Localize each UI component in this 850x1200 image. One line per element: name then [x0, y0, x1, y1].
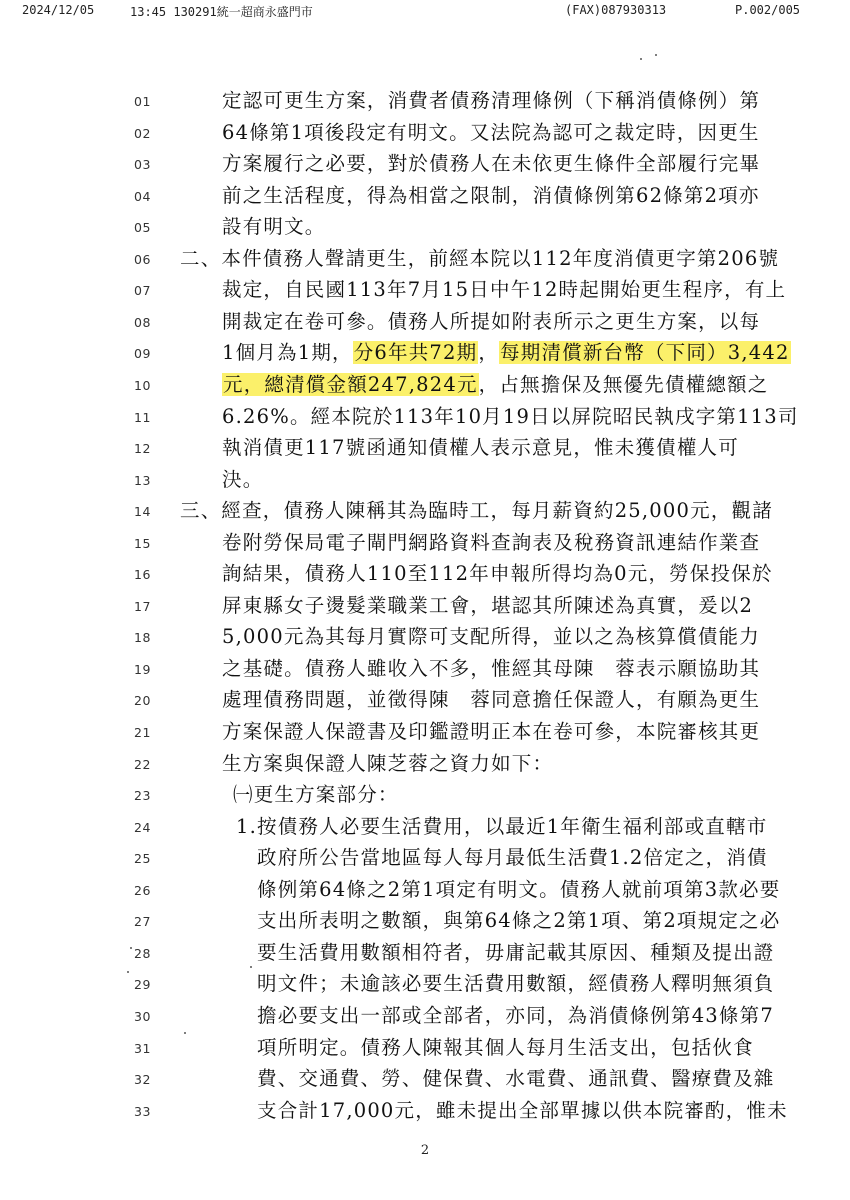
scan-speck — [184, 1032, 186, 1034]
line-text — [222, 432, 739, 463]
text-run: ，占無擔保及無優先債權總額之 — [478, 372, 769, 396]
document-line — [0, 748, 850, 779]
document-line — [0, 495, 850, 526]
line-text — [222, 621, 760, 652]
line-number: 11 — [134, 409, 151, 425]
line-number: 32 — [134, 1072, 151, 1088]
line-number: 04 — [134, 188, 151, 204]
line-text — [236, 811, 767, 842]
document-line — [0, 117, 850, 148]
line-number: 16 — [134, 567, 151, 583]
text-run: 處理債務問題，並徵得陳 蓉同意擔任保證人，有願為更生 — [222, 688, 761, 712]
line-text — [222, 653, 760, 684]
line-number: 02 — [134, 125, 151, 141]
line-text — [222, 748, 553, 779]
text-run: 三、經查，債務人陳稱其為臨時工，每月薪資約25,000元，觀諸 — [180, 499, 773, 523]
document-line — [0, 937, 850, 968]
text-run: 決。 — [222, 467, 264, 491]
line-number: 18 — [134, 630, 151, 646]
document-line — [0, 811, 850, 842]
line-number: 12 — [134, 441, 151, 457]
document-line — [0, 558, 850, 589]
text-run: 前之生活程度，得為相當之限制，消債條例第62條第2項亦 — [222, 183, 760, 207]
line-text — [222, 117, 760, 148]
line-number: 06 — [134, 251, 151, 267]
line-text — [257, 842, 768, 873]
line-text — [222, 148, 760, 179]
line-number: 07 — [134, 283, 151, 299]
line-text — [257, 1063, 775, 1094]
text-run: 要生活費用數額相符者，毋庸記載其原因、種類及提出證 — [257, 940, 775, 964]
line-text — [257, 937, 775, 968]
text-run: 定認可更生方案，消費者債務清理條例（下稱消債條例）第 — [222, 89, 761, 112]
line-number: 13 — [134, 472, 151, 488]
text-run: 64條第1項後段定有明文。又法院為認可之裁定時，因更生 — [222, 120, 760, 144]
line-number: 10 — [134, 377, 151, 393]
line-text — [222, 369, 768, 400]
text-run: 政府所公告當地區每人每月最低生活費1.2倍定之，消債 — [257, 846, 768, 870]
line-number: 01 — [134, 94, 151, 109]
line-number: 14 — [134, 504, 151, 520]
text-run: 支出所表明之數額，與第64條之2第1項、第2項規定之必 — [257, 909, 781, 933]
highlighted-text: 每期清償新台幣（下同）3,442 — [500, 341, 790, 365]
document-line — [0, 684, 850, 715]
document-line — [0, 842, 850, 873]
document-line — [0, 1063, 850, 1094]
fax-date: 2024/12/05 — [22, 3, 95, 17]
line-number: 09 — [134, 346, 151, 362]
line-text — [257, 1095, 788, 1126]
text-run: 之基礎。債務人雖收入不多，惟經其母陳 蓉表示願協助其 — [222, 656, 761, 680]
line-number: 05 — [134, 220, 151, 236]
line-number: 33 — [134, 1103, 151, 1119]
text-run: 方案保證人保證書及印鑑證明正本在卷可參，本院審核其更 — [222, 720, 761, 743]
document-line — [0, 464, 850, 495]
line-number: 27 — [134, 914, 151, 930]
line-text — [222, 85, 760, 116]
text-run: ㈠更生方案部分： — [233, 783, 399, 807]
page-number: 2 — [420, 1143, 430, 1158]
document-line — [0, 337, 850, 368]
document-line — [0, 180, 850, 211]
line-number: 08 — [134, 314, 151, 330]
document-line — [0, 590, 850, 621]
scan-speck — [130, 947, 132, 949]
line-text — [257, 1032, 754, 1063]
line-number: 26 — [134, 882, 151, 898]
line-number: 29 — [134, 977, 151, 993]
document-line — [0, 716, 850, 747]
line-text — [222, 401, 799, 432]
text-run: 裁定，自民國113年7月15日中午12時起開始更生程序，有上 — [222, 278, 787, 302]
document-line — [0, 968, 850, 999]
document-line — [0, 653, 850, 684]
text-run: 6.26%。經本院於113年10月19日以屏院昭民執戌字第113司 — [222, 404, 799, 428]
line-number: 19 — [134, 661, 151, 677]
line-number: 21 — [134, 725, 151, 740]
line-number: 15 — [134, 535, 151, 551]
document-line — [0, 369, 850, 400]
line-text — [222, 464, 263, 495]
document-line — [0, 148, 850, 179]
line-text — [180, 495, 773, 526]
document-line — [0, 432, 850, 463]
line-number: 20 — [134, 693, 151, 709]
line-text — [222, 337, 791, 368]
text-run: ， — [478, 341, 500, 365]
document-line — [0, 243, 850, 274]
text-run: 二、本件債務人聲請更生，前經本院以112年度消債更字第206號 — [180, 246, 780, 270]
line-text — [222, 306, 760, 337]
text-run: 項所明定。債務人陳報其個人每月生活支出，包括伙食 — [257, 1035, 754, 1059]
line-text — [257, 874, 780, 905]
text-run: 明文件；未逾該必要生活費用數額，經債務人釋明無須負 — [257, 972, 775, 996]
scan-speck — [127, 971, 129, 973]
scan-speck — [640, 58, 642, 60]
highlighted-text: 元，總清償金額247,824元 — [223, 372, 478, 396]
scan-speck — [655, 54, 657, 56]
line-number: 22 — [134, 756, 151, 772]
line-text — [257, 905, 780, 936]
text-run: 卷附勞保局電子閘門網路資料查詢表及稅務資訊連結作業查 — [222, 530, 761, 554]
text-run: 5,000元為其每月實際可支配所得，並以之為核算償債能力 — [222, 625, 760, 649]
line-text — [222, 180, 760, 211]
document-line — [0, 274, 850, 305]
text-run: 屏東縣女子燙髮業職業工會，堪認其所陳述為真實，爰以2 — [222, 593, 754, 617]
text-run: 方案履行之必要，對於債務人在未依更生條件全部履行完畢 — [222, 152, 761, 176]
line-text — [222, 558, 773, 589]
line-number: 25 — [134, 851, 151, 867]
document-line — [0, 401, 850, 432]
line-text — [222, 684, 760, 715]
line-text — [257, 1000, 774, 1031]
document-line — [0, 211, 850, 242]
fax-time-sender: 13:45 130291統一超商永盛門市 — [130, 5, 313, 19]
document-line — [0, 779, 850, 810]
line-number: 23 — [134, 788, 151, 804]
line-text — [222, 590, 753, 621]
highlighted-text: 分6年共72期 — [353, 341, 478, 365]
document-line — [0, 874, 850, 905]
fax-number: (FAX)087930313 — [565, 3, 667, 17]
text-run: 1個月為1期， — [222, 341, 353, 365]
line-text — [233, 779, 399, 810]
line-text — [222, 716, 760, 747]
text-run: 生方案與保證人陳芝蓉之資力如下： — [222, 751, 554, 775]
text-run: 詢結果，債務人110至112年申報所得均為0元，勞保投保於 — [222, 562, 773, 586]
document-line — [0, 905, 850, 936]
fax-page-count: P.002/005 — [735, 3, 801, 17]
line-number: 17 — [134, 598, 151, 614]
line-text — [257, 968, 775, 999]
line-number: 31 — [134, 1040, 151, 1056]
document-line — [0, 1095, 850, 1126]
text-run: 1.按債務人必要生活費用，以最近1年衛生福利部或直轄市 — [236, 814, 768, 838]
document-line — [0, 1032, 850, 1063]
line-text — [180, 243, 779, 274]
line-number: 30 — [134, 1008, 151, 1024]
text-run: 擔必要支出一部或全部者，亦同，為消債條例第43條第7 — [257, 1003, 774, 1027]
text-run: 費、交通費、勞、健保費、水電費、通訊費、醫療費及雜 — [257, 1067, 775, 1091]
document-line — [0, 85, 850, 116]
line-number: 03 — [134, 157, 151, 173]
text-run: 條例第64條之2第1項定有明文。債務人就前項第3款必要 — [257, 877, 781, 901]
document-line — [0, 1000, 850, 1031]
text-run: 支合計17,000元，雖未提出全部單據以供本院審酌，惟未 — [257, 1098, 788, 1122]
document-line — [0, 306, 850, 337]
text-run: 執消債更117號函通知債權人表示意見，惟未獲債權人可 — [222, 436, 739, 460]
line-number: 24 — [134, 819, 151, 835]
scan-speck — [250, 966, 252, 968]
document-line — [0, 527, 850, 558]
line-text — [222, 211, 326, 242]
line-text — [222, 274, 786, 305]
document-line — [0, 621, 850, 652]
line-text — [222, 527, 760, 558]
text-run: 開裁定在卷可參。債務人所提如附表所示之更生方案，以每 — [222, 309, 761, 333]
text-run: 設有明文。 — [222, 215, 326, 239]
line-number: 28 — [134, 945, 151, 961]
